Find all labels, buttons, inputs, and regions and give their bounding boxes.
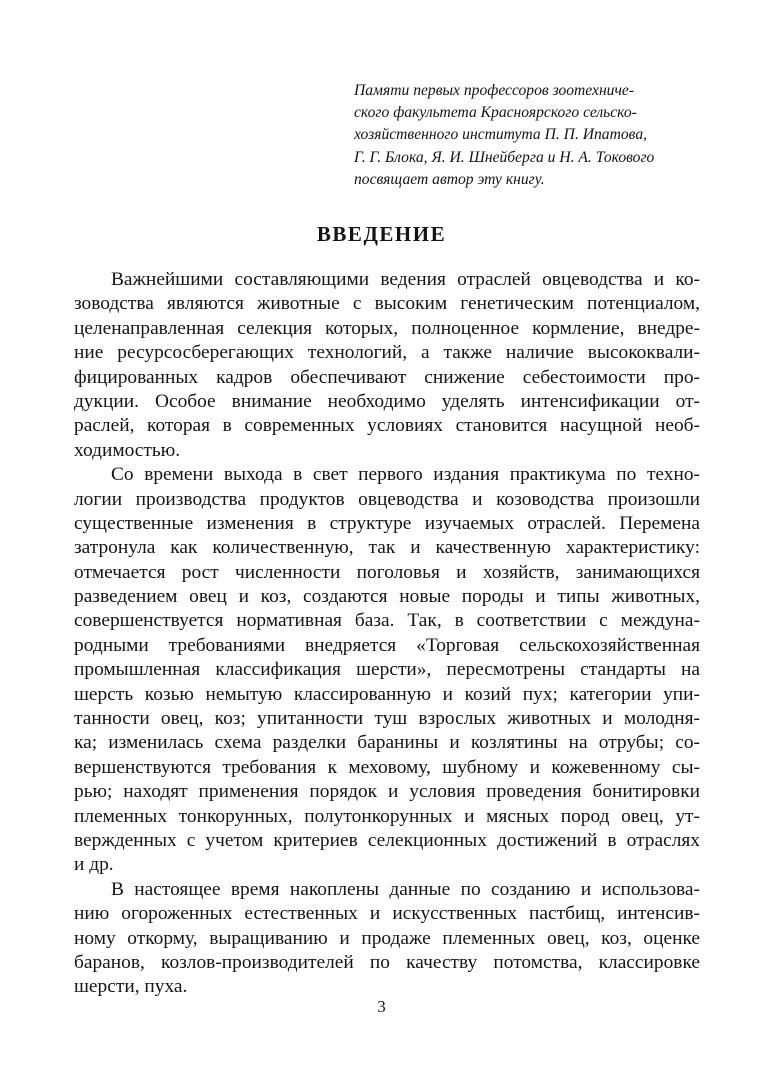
text-line: фицированных кадров обеспечивают снижение себестоимости про- bbox=[74, 366, 700, 388]
text-line: шерсти, пуха. bbox=[74, 976, 188, 998]
text-line: нию огороженных естественных и искусственных пастбищ, интенсив- bbox=[74, 903, 700, 925]
text-line: ка; изменилась схема разделки баранины и козлятины на отрубы; со- bbox=[74, 732, 700, 754]
text-line: рью; находят применения порядок и условия проведения бонитировки bbox=[74, 781, 700, 803]
text-line: родными требованиями внедряется «Торговая сельскохозяйственная bbox=[74, 634, 700, 656]
paragraph-1 bbox=[74, 268, 700, 463]
body-text bbox=[74, 268, 700, 1000]
text-line: шерсть козью немытую классированную и козий пух; категории упи- bbox=[74, 683, 700, 705]
dedication-line: Памяти первых профессоров зоотехниче- bbox=[354, 82, 635, 99]
text-line: зоводства являются животные с высоким генетическим потенциалом, bbox=[74, 293, 700, 315]
text-line: племенных тонкорунных, полутонкорунных и мясных пород овец, ут- bbox=[74, 805, 700, 827]
dedication-epigraph bbox=[354, 80, 734, 191]
text-line: совершенствуется нормативная база. Так, в соответствии с междуна- bbox=[74, 610, 700, 632]
text-line: разведением овец и коз, создаются новые породы и типы животных, bbox=[74, 586, 700, 608]
text-line: танности овец, коз; упитанности туш взрослых животных и молодня- bbox=[74, 708, 700, 730]
text-line: дукции. Особое внимание необходимо уделять интенсификации от- bbox=[74, 390, 700, 412]
text-line: Важнейшими составляющими ведения отраслей овцеводства и ко- bbox=[111, 269, 700, 290]
text-line: В настоящее время накоплены данные по созданию и использова- bbox=[111, 878, 700, 900]
text-line: вершенствуются требования к меховому, шубному и кожевенному сы- bbox=[74, 756, 700, 778]
dedication-line: Г. Г. Блока, Я. И. Шнейберга и Н. А. Токового bbox=[354, 148, 655, 166]
text-line: затронула как количественную, так и качественную характеристику: bbox=[74, 537, 700, 559]
text-line: промышленная классификация шерсти», пересмотрены стандарты на bbox=[74, 659, 700, 681]
section-heading: ВВЕДЕНИЕ bbox=[316, 222, 447, 246]
text-line: вержденных с учетом критериев селекционных достижений в отраслях bbox=[74, 829, 700, 851]
paragraph-2 bbox=[74, 463, 700, 878]
text-line: Со времени выхода в свет первого издания практикума по техно- bbox=[111, 464, 700, 486]
text-line: отмечается рост численности поголовья и хозяйств, занимающихся bbox=[74, 561, 700, 583]
text-line: логии производства продуктов овцеводства и козоводства произошли bbox=[74, 488, 700, 510]
text-line: раслей, которая в современных условиях становится насущной необ- bbox=[74, 415, 700, 437]
paragraph-3 bbox=[74, 878, 700, 1000]
dedication-line: посвящает автор эту книгу. bbox=[354, 170, 545, 188]
text-line: и др. bbox=[74, 854, 114, 876]
dedication-line: хозяйственного института П. П. Ипатова, bbox=[354, 126, 648, 144]
dedication-line: ского факультета Красноярского сельско- bbox=[354, 104, 637, 122]
text-line: баранов, козлов-производителей по качеству потомства, классировке bbox=[74, 951, 700, 973]
text-line: ние ресурсосберегающих технологий, а также наличие высококвали- bbox=[74, 342, 700, 364]
text-line: целенаправленная селекция которых, полноценное кормление, внедре- bbox=[74, 317, 700, 339]
text-line: ходимостью. bbox=[74, 439, 181, 461]
page-number: 3 bbox=[377, 997, 386, 1016]
text-line: существенные изменения в структуре изучаемых отраслей. Перемена bbox=[74, 512, 700, 534]
text-line: ному откорму, выращиванию и продаже племенных овец, коз, оценке bbox=[74, 927, 700, 949]
